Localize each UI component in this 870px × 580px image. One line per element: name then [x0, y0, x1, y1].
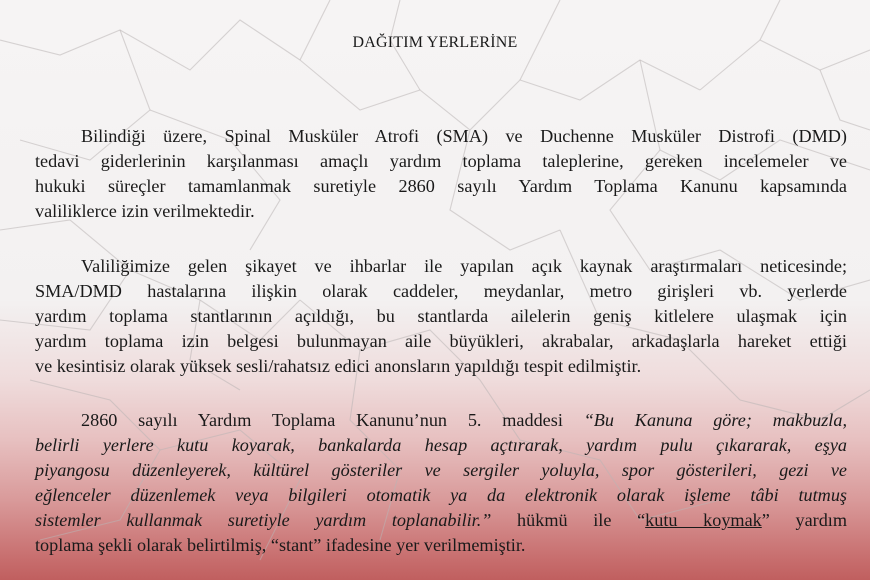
paragraph-2-line: Valiliğimize gelen şikayet ve ihbarlar ile yapılan açık kaynak araştırmaları neticesinde;	[81, 256, 847, 276]
paragraph-1	[35, 124, 847, 224]
law-reference-text: 2860 sayılı Yardım Toplama Kanunu’nun 5. maddesi	[81, 410, 584, 430]
quoted-law-text: “Bu Kanuna göre; makbuzla,	[583, 410, 847, 430]
paragraph-3-line: toplama şekli olarak belirtilmiş, “stant” ifadesine yer verilmemiştir.	[35, 535, 526, 555]
quote-mark: ”	[761, 510, 770, 530]
quoted-law-line: eğlenceler düzenlemek veya bilgileri otomatik ya da elektronik olarak işleme tâbi tutmuş	[35, 485, 847, 505]
paragraph-3-line	[35, 508, 847, 533]
paragraph-3-line	[35, 408, 847, 433]
underlined-term: kutu koymak	[645, 510, 762, 530]
quoted-law-line: belirli yerlere kutu koyarak, bankalarda hesap açtırarak, yardım pulu çıkararak, eşya	[35, 435, 847, 455]
document-heading: DAĞITIM YERLERİNE	[352, 34, 518, 51]
paragraph-1-line: valiliklerce izin verilmektedir.	[35, 201, 255, 221]
paragraph-2-line: yardım toplama izin belgesi bulunmayan aile büyükleri, akrabalar, arkadaşlarla hareket ettiği	[35, 331, 847, 351]
paragraph-1-line: tedavi giderlerinin karşılanması amaçlı yardım toplama taleplerine, gereken incelemeler ve	[35, 151, 847, 171]
plain-text: yardım	[769, 510, 847, 530]
quote-mark: “	[637, 510, 646, 530]
plain-text: hükmü ile	[491, 510, 638, 530]
paragraph-1-line: hukuki süreçler tamamlanmak suretiyle 2860 sayılı Yardım Toplama Kanunu kapsamında	[35, 176, 847, 196]
paragraph-2	[35, 254, 847, 379]
quoted-law-text: sistemler kullanmak suretiyle yardım toplanabilir.”	[35, 510, 492, 530]
paragraph-2-line: ve kesintisiz olarak yüksek sesli/rahatsız edici anonsların yapıldığı tespit edilmiştir.	[35, 356, 642, 376]
paragraph-2-line: SMA/DMD hastalarına ilişkin olarak caddeler, meydanlar, metro girişleri vb. yerlerde	[35, 281, 847, 301]
paragraph-2-line: yardım toplama stantlarının açıldığı, bu stantlarda ailelerin geniş kitlelere ulaşmak için	[35, 306, 847, 326]
quoted-law-line: piyangosu düzenleyerek, kültürel gösteriler ve sergiler yoluyla, spor gösterileri, gezi ve	[35, 460, 847, 480]
paragraph-3	[35, 408, 847, 558]
paragraph-1-line: Bilindiği üzere, Spinal Musküler Atrofi (SMA) ve Duchenne Musküler Distrofi (DMD)	[81, 126, 847, 146]
